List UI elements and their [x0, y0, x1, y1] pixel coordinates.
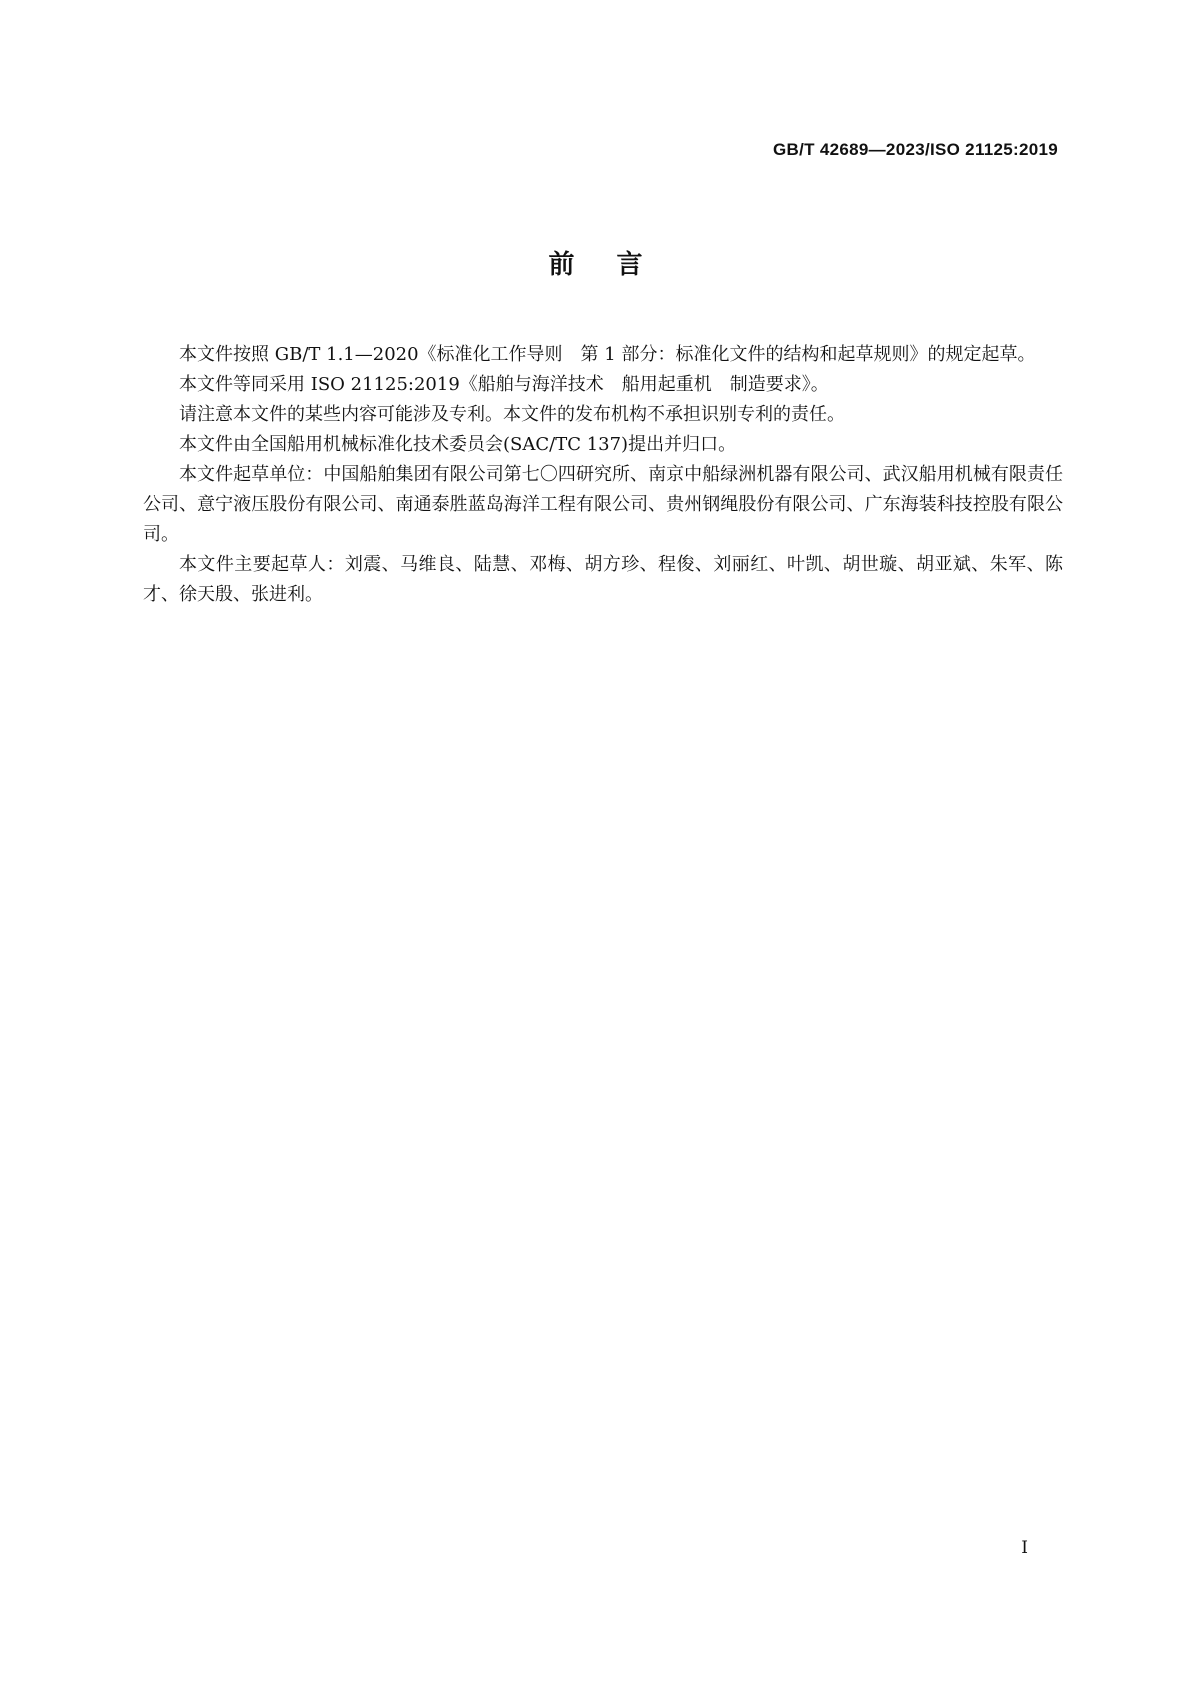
- standard-number: GB/T 42689—2023/ISO 21125:2019: [773, 140, 1058, 159]
- paragraph-patent-notice: 请注意本文件的某些内容可能涉及专利。本文件的发布机构不承担识别专利的责任。: [179, 404, 845, 425]
- paragraph-proposer: 本文件由全国船用机械标准化技术委员会(SAC/TC 137)提出并归口。: [179, 434, 737, 455]
- paragraph-iso-adoption: 本文件等同采用 ISO 21125:2019《船舶与海洋技术 船用起重机 制造要求》。: [179, 374, 829, 395]
- foreword-body: [143, 340, 1063, 610]
- page-number: I: [1021, 1538, 1028, 1558]
- paragraph-drafting-rules: 本文件按照 GB/T 1.1—2020《标准化工作导则 第 1 部分：标准化文件的结构和起草规则》的规定起草。: [179, 344, 1036, 365]
- page-title: 前言: [548, 250, 685, 280]
- paragraph-drafting-organizations: 本文件起草单位：中国船舶集团有限公司第七〇四研究所、南京中船绿洲机器有限公司、武汉船用机械有限责任公司、意宁液压股份有限公司、南通泰胜蓝岛海洋工程有限公司、贵州钢绳股份有限公司、广东海装科技控股有限公司。: [143, 464, 1063, 545]
- paragraph-drafters: 本文件主要起草人：刘震、马维良、陆慧、邓梅、胡方珍、程俊、刘丽红、叶凯、胡世璇、胡亚斌、朱军、陈才、徐天殷、张进利。: [143, 554, 1063, 605]
